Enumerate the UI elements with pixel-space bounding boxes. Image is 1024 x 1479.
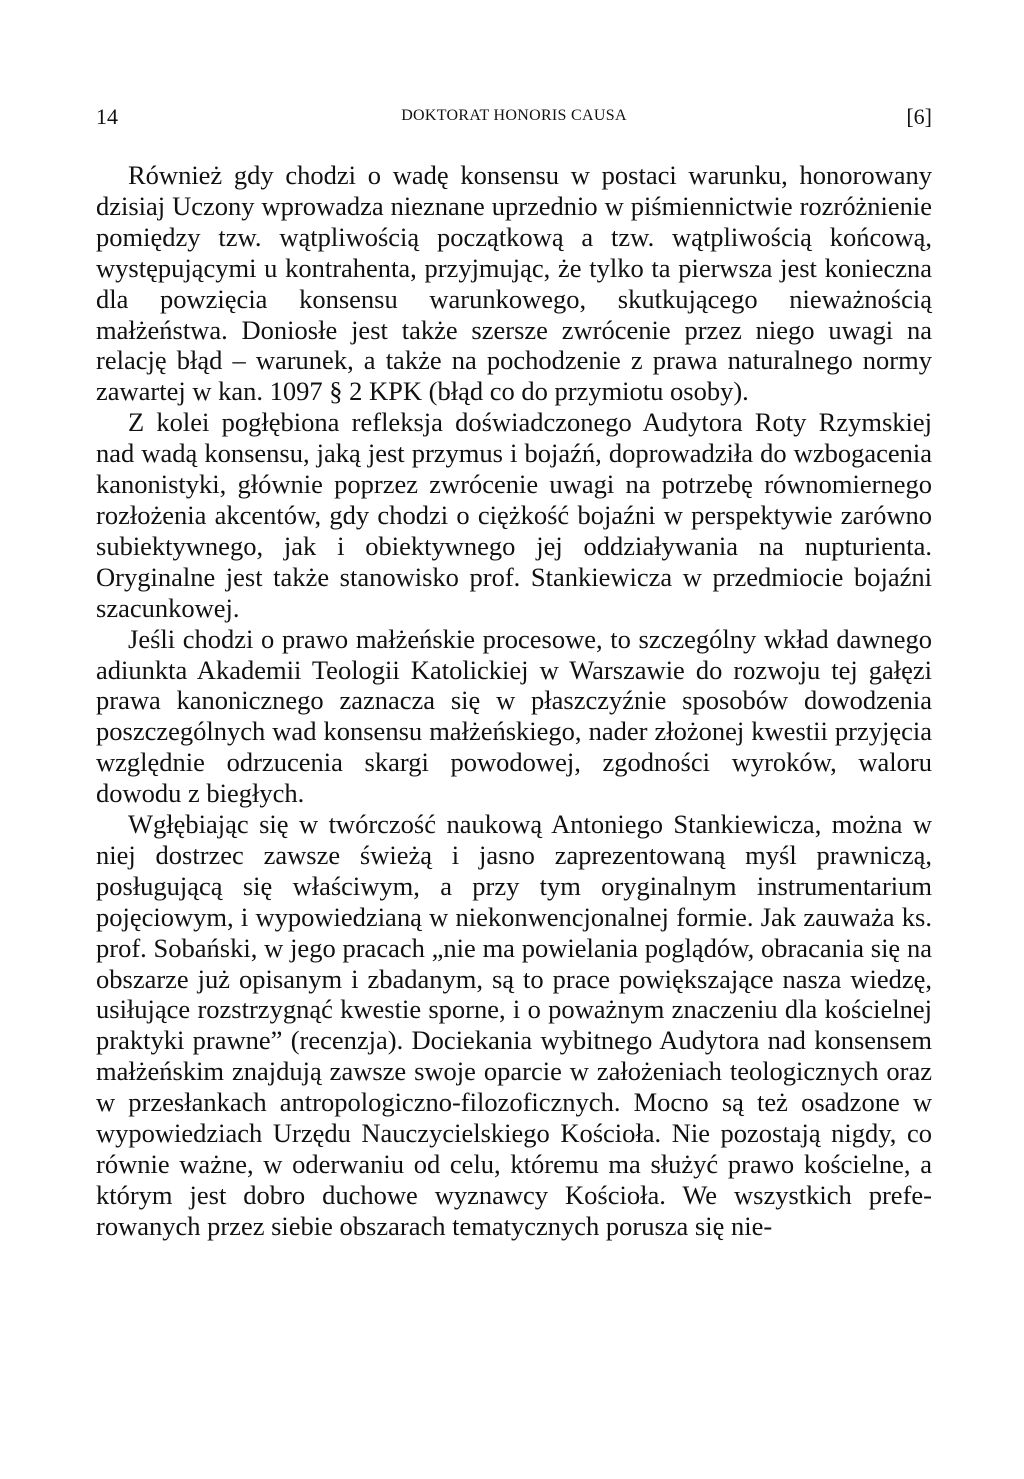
paragraph: Z kolei pogłębiona refleksja doświadczonego Audytora Roty Rzymskiej nad wadą konsensu, jaką jest przymus i bojaźń, doprowadziła do wzbogacenia kanonistyki, głównie poprzez zwrócenie uwagi na potrzebę równomiernego rozłożenia akcentów, gdy chodzi o ciężkość bojaźni w perspektywie zarówno subiektywnego, jak i obiektywnego jej oddziaływania na nupturienta. Oryginalne jest także stanowisko prof. Stankiewicza w przedmiocie bojaźni szacunkowej. — [96, 407, 932, 623]
paragraph: Jeśli chodzi o prawo małżeńskie procesowe, to szczególny wkład dawnego adiunkta Akademii Teologii Katolickiej w Warszawie do rozwoju tej gałęzi prawa kanonicznego zaznacza się w płaszczyźnie sposobów dowodzenia poszczególnych wad konsensu małżeńskiego, nader złożonej kwestii przyjęcia względnie odrzucenia skargi powodowej, zgodności wyroków, waloru dowodu z biegłych. — [96, 623, 932, 809]
paragraph: Również gdy chodzi o wadę konsensu w postaci warunku, honorowany dzisiaj Uczony wprowadza nieznane uprzednio w piśmiennictwie rozróżnienie pomiędzy tzw. wątpliwością początkową a tzw. wątpliwością końcową, występującymi u kontrahenta, przyjmując, że tylko ta pierwsza jest konieczna dla powzięcia konsensu warunkowego, skutkującego nieważnością małżeństwa. Doniosłe jest także szersze zwrócenie przez niego uwagi na relację błąd – warunek, a także na pochodzenie z prawa naturalnego normy zawartej w kan. 1097 § 2 KPK (błąd co do przymiotu osoby). — [96, 160, 932, 407]
page-number: 14 — [96, 104, 118, 129]
running-header — [96, 104, 932, 134]
running-title: DOKTORAT HONORIS CAUSA — [401, 107, 627, 124]
section-number: [6] — [906, 104, 932, 129]
body-text — [96, 160, 932, 1242]
paragraph: Wgłębiając się w twórczość naukową Antoniego Stankiewicza, można w niej dostrzec zawsze świeżą i jasno zaprezentowaną myśl prawniczą, posługującą się właściwym, a przy tym oryginalnym instrumentarium pojęciowym, i wypowiedzianą w niekonwencjonalnej formie. Jak zauważa ks. prof. Sobański, w jego pracach „nie ma powielania poglądów, obracania się na obszarze już opisanym i zbadanym, są to prace powiększające nasza wiedzę, usiłujące rozstrzygnąć kwestie sporne, i o poważnym znaczeniu dla kościelnej praktyki prawne” (recenzja). Dociekania wybitnego Audytora nad konsensem małżeńskim znajdują zawsze swoje oparcie w założeniach teologicznych oraz w przesłankach antropologiczno-filozoficznych. Mocno są też osadzone w wypowiedziach Urzędu Nauczycielskiego Kościoła. Nie pozostają nigdy, co równie ważne, w oderwaniu od celu, któremu ma służyć prawo kościelne, a którym jest dobro duchowe wyznawcy Kościoła. We wszystkich preferowanych przez siebie obszarach tematycznych porusza się nie- — [96, 809, 932, 1241]
